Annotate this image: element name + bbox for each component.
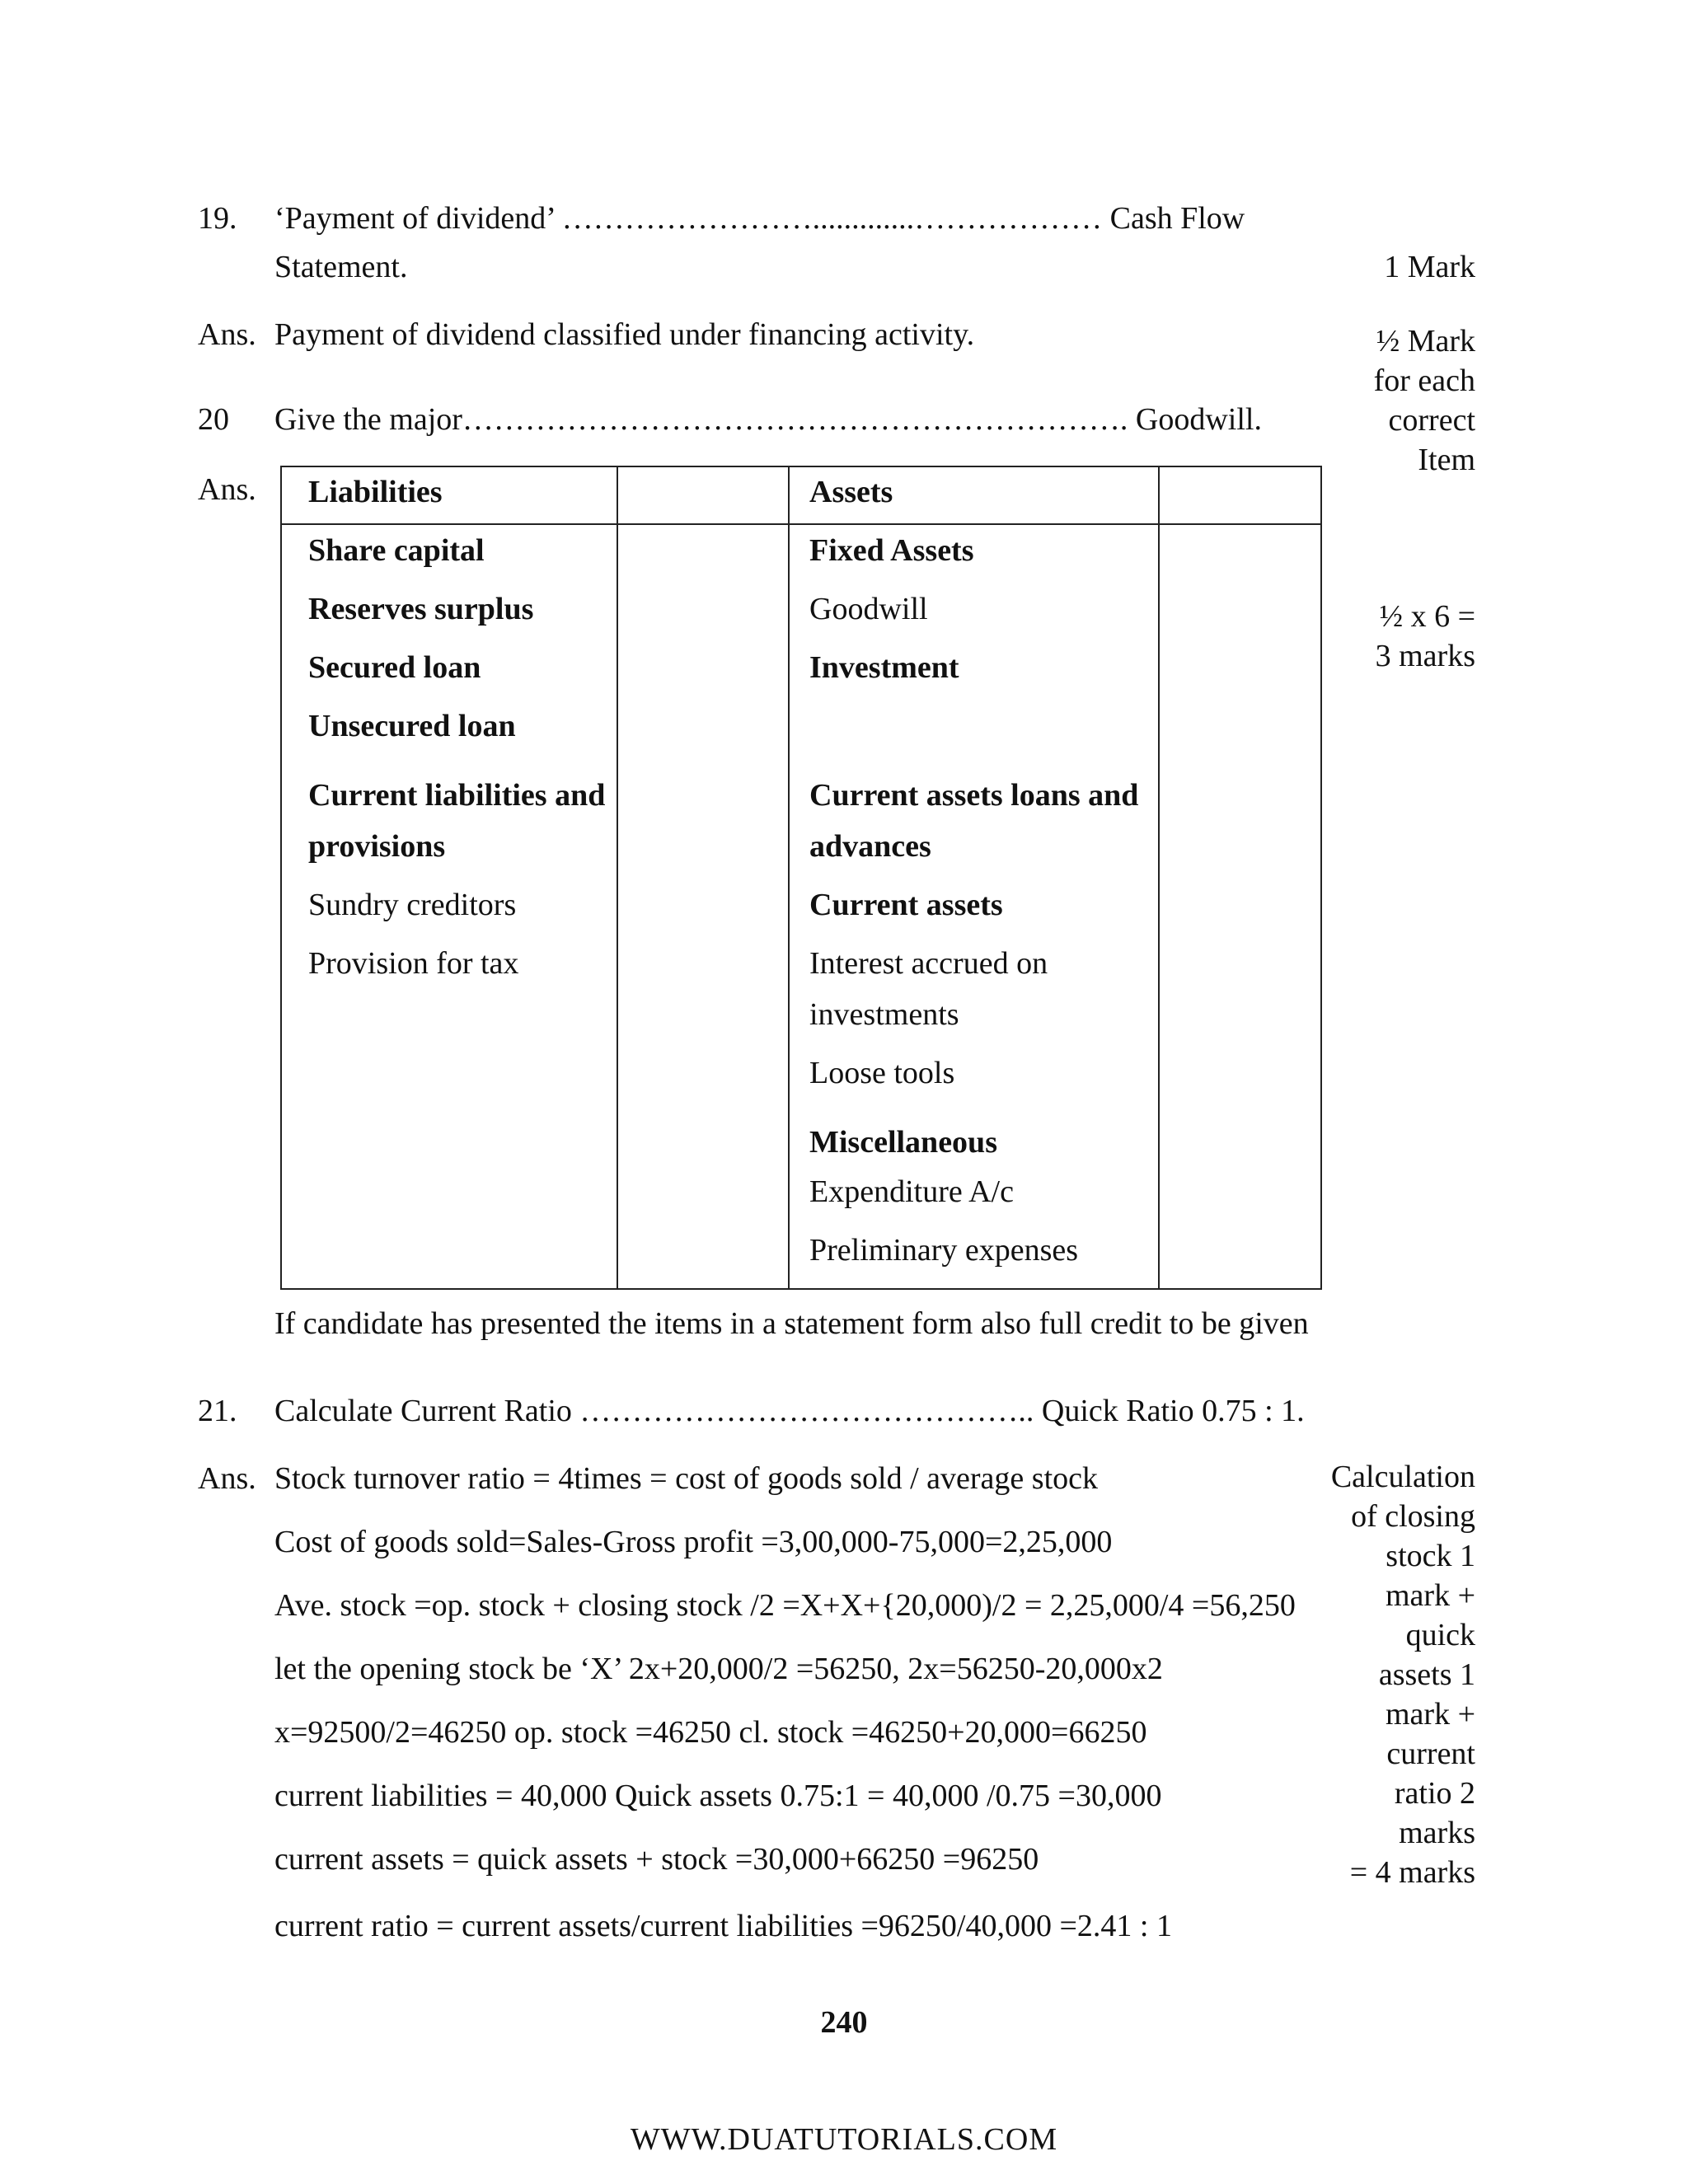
q21-answer-line: current liabilities = 40,000 Quick assets 0.75:1 = 40,000 /0.75 =30,000 — [274, 1779, 1162, 1813]
q20-marks-line: correct — [1388, 403, 1475, 438]
q19-answer: Payment of dividend classified under financing activity. — [274, 317, 975, 352]
asset-current-assets-loans: Current assets loans and — [809, 778, 1139, 813]
q21-marks-line: quick — [1405, 1618, 1475, 1652]
q21-marks-line: assets 1 — [1378, 1657, 1475, 1692]
liability-reserves-surplus: Reserves surplus — [308, 592, 534, 626]
q20-marks-total — [1376, 597, 1475, 676]
liability-share-capital: Share capital — [308, 533, 485, 568]
q19-question-line2: Statement. — [274, 250, 408, 284]
asset-miscellaneous: Miscellaneous — [809, 1125, 997, 1160]
q20-number: 20 — [198, 402, 229, 437]
q21-marks-line: = 4 marks — [1349, 1855, 1475, 1890]
asset-investments: investments — [809, 997, 959, 1032]
asset-goodwill: Goodwill — [809, 592, 928, 626]
asset-fixed-assets: Fixed Assets — [809, 533, 974, 568]
asset-interest-accrued: Interest accrued on — [809, 946, 1048, 981]
q20-marks-note — [1374, 321, 1475, 480]
q20-ans-label: Ans. — [198, 472, 256, 507]
q19-question-line1: ‘Payment of dividend’ …………………….............……………… Cash Flow — [274, 201, 1245, 236]
table-header-assets: Assets — [809, 475, 893, 509]
q21-answer-line: Stock turnover ratio = 4times = cost of goods sold / average stock — [274, 1461, 1099, 1496]
q19-number: 19. — [198, 201, 237, 236]
asset-expenditure: Expenditure A/c — [809, 1174, 1014, 1209]
q21-answer-line: current assets = quick assets + stock =30,000+66250 =96250 — [274, 1842, 1039, 1877]
q21-marks-line: current — [1386, 1736, 1475, 1771]
q21-marks-line: mark + — [1385, 1578, 1475, 1613]
q21-marks-note — [1331, 1457, 1475, 1892]
q21-answer-line: Ave. stock =op. stock + closing stock /2 =X+X+{20,000)/2 = 2,25,000/4 =56,250 — [274, 1588, 1296, 1623]
table-header-liabilities: Liabilities — [308, 475, 443, 509]
q21-answer-line: current ratio = current assets/current liabilities =96250/40,000 =2.41 : 1 — [274, 1909, 1172, 1943]
asset-advances: advances — [809, 829, 931, 864]
table-divider — [788, 467, 790, 1288]
balance-sheet-table — [280, 466, 1322, 1290]
asset-preliminary-expenses: Preliminary expenses — [809, 1233, 1079, 1268]
q19-marks: 1 Mark — [1384, 250, 1475, 284]
q21-marks-line: ratio 2 — [1394, 1776, 1475, 1811]
liability-sundry-creditors: Sundry creditors — [308, 888, 517, 922]
q21-question: Calculate Current Ratio …………………………………….. Quick Ratio 0.75 : 1. — [274, 1394, 1305, 1428]
q21-ans-label: Ans. — [198, 1461, 256, 1496]
asset-loose-tools: Loose tools — [809, 1056, 955, 1090]
q20-marks-line: Item — [1418, 443, 1475, 477]
page-number: 240 — [820, 2005, 868, 2040]
liability-current-liabilities: Current liabilities and — [308, 778, 606, 813]
asset-current-assets: Current assets — [809, 888, 1003, 922]
liability-provisions: provisions — [308, 829, 446, 864]
q20-marks-line: for each — [1373, 363, 1475, 398]
liability-provision-for-tax: Provision for tax — [308, 946, 519, 981]
q20-marks2-line: ½ x 6 = — [1379, 599, 1475, 634]
table-divider — [1158, 467, 1160, 1288]
table-header-rule — [282, 523, 1320, 525]
q21-marks-line: stock 1 — [1386, 1539, 1475, 1573]
q20-question: Give the major………………………………………………………. Goodwill. — [274, 402, 1262, 437]
asset-investment: Investment — [809, 650, 959, 685]
liability-unsecured-loan: Unsecured loan — [308, 709, 516, 743]
q21-marks-line: marks — [1399, 1816, 1475, 1850]
q21-marks-line: of closing — [1351, 1499, 1475, 1534]
footer-website: WWW.DUATUTORIALS.COM — [630, 2122, 1058, 2157]
q20-marks2-line: 3 marks — [1375, 639, 1475, 673]
q21-number: 21. — [198, 1394, 237, 1428]
liability-secured-loan: Secured loan — [308, 650, 481, 685]
q19-ans-label: Ans. — [198, 317, 256, 352]
q21-answer-line: let the opening stock be ‘X’ 2x+20,000/2 =56250, 2x=56250-20,000x2 — [274, 1652, 1163, 1686]
q20-note: If candidate has presented the items in a statement form also full credit to be given — [274, 1306, 1309, 1341]
q21-answer-line: x=92500/2=46250 op. stock =46250 cl. stock =46250+20,000=66250 — [274, 1715, 1147, 1750]
q21-marks-line: mark + — [1385, 1697, 1475, 1732]
q21-marks-line: Calculation — [1330, 1460, 1475, 1494]
q20-marks-line: ½ Mark — [1376, 324, 1475, 359]
table-divider — [617, 467, 618, 1288]
q21-answer-line: Cost of goods sold=Sales-Gross profit =3,00,000-75,000=2,25,000 — [274, 1525, 1113, 1559]
